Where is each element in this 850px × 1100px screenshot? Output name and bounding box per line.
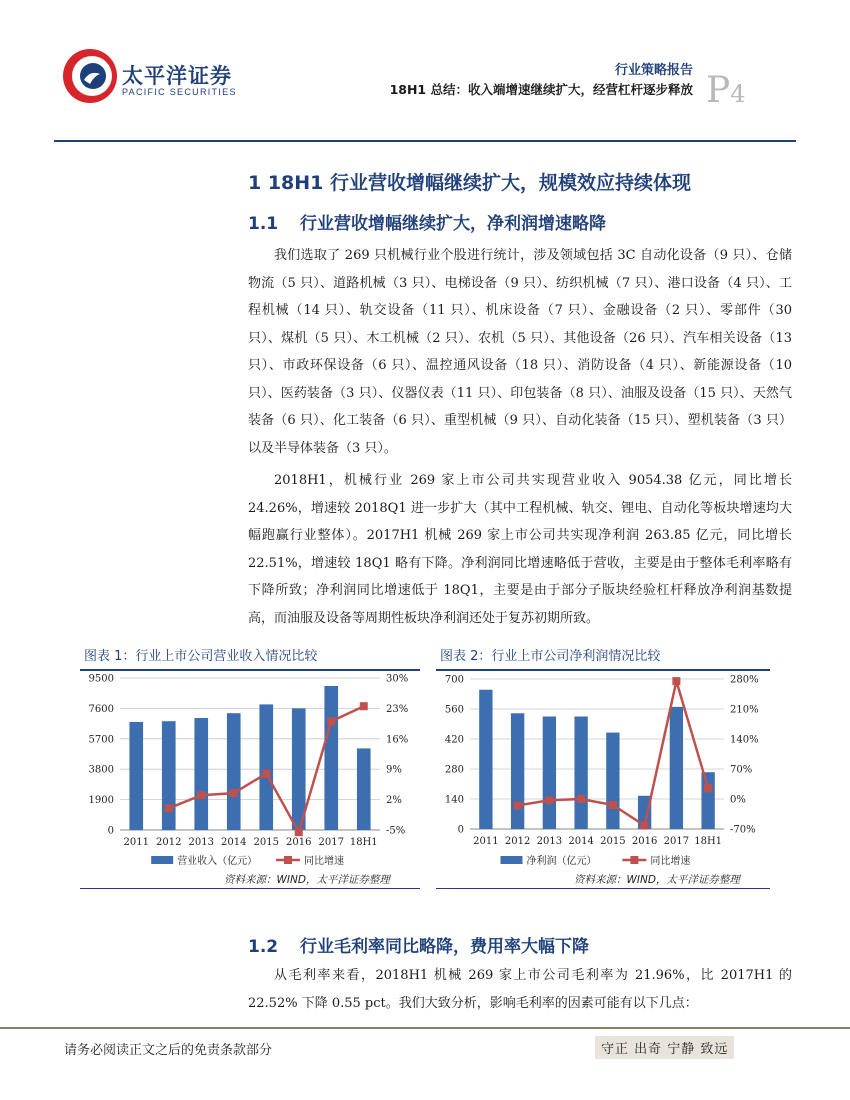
- chart-source: 资料来源：WIND，太平洋证券整理: [574, 874, 740, 886]
- brand-name-en: PACIFIC SECURITIES: [122, 87, 237, 97]
- bar: [129, 722, 143, 830]
- y-tick-label-left: 0: [107, 825, 114, 837]
- bar: [574, 717, 587, 830]
- line-point: [295, 828, 303, 836]
- y-tick-label-right: 30%: [386, 674, 409, 685]
- y-tick-label-right: 140%: [730, 734, 759, 746]
- footer-motto: 守正 出奇 宁静 致远: [595, 1036, 734, 1059]
- line-point: [165, 804, 173, 812]
- source-divider: [436, 888, 770, 889]
- y-tick-label-left: 9500: [88, 674, 114, 685]
- legend-label: 同比增速: [304, 856, 344, 867]
- header-divider: [54, 140, 796, 142]
- y-tick-label-left: 420: [444, 734, 464, 746]
- line-point: [641, 822, 649, 830]
- line-point: [230, 789, 238, 797]
- bar: [670, 707, 683, 829]
- x-tick-label: 2011: [473, 836, 499, 847]
- y-tick-label-left: 700: [444, 674, 464, 686]
- line-point: [262, 770, 270, 778]
- chart-title-divider: [80, 669, 420, 671]
- y-tick-label-right: 70%: [730, 764, 753, 776]
- legend-label: 净利润（亿元）: [526, 856, 597, 867]
- legend-line-marker: [630, 856, 638, 864]
- y-tick-label-left: 3800: [88, 764, 114, 776]
- x-tick-label: 2011: [123, 837, 149, 848]
- chart-svg: [436, 674, 770, 874]
- bar: [479, 690, 492, 829]
- header-subtitle: 18H1 总结：收入端增速继续扩大，经营杠杆逐步释放: [389, 82, 693, 97]
- line-point: [514, 801, 522, 809]
- pacific-securities-logo-icon: [60, 46, 120, 106]
- legend-line-marker: [284, 856, 292, 864]
- x-tick-label: 2013: [188, 837, 214, 848]
- x-tick-label: 18H1: [349, 837, 378, 848]
- section-heading: 1 18H1 行业营收增幅继续扩大，规模效应持续体现: [248, 172, 692, 194]
- x-tick-label: 2016: [631, 836, 658, 847]
- x-tick-label: 2015: [600, 836, 626, 847]
- line-point: [360, 702, 368, 710]
- legend-label: 同比增速: [650, 856, 691, 867]
- chart-title: 图表 2：行业上市公司净利润情况比较: [440, 649, 661, 664]
- chart-source: 资料来源：WIND，太平洋证券整理: [224, 874, 390, 886]
- bar: [606, 733, 619, 829]
- line-point: [672, 677, 680, 685]
- legend-bar-swatch: [151, 856, 173, 864]
- line-point: [577, 795, 585, 803]
- line-point: [327, 717, 335, 725]
- x-tick-label: 2012: [504, 836, 531, 847]
- line-point: [545, 796, 553, 804]
- legend-label: 营业收入（亿元）: [177, 856, 258, 867]
- bar: [701, 772, 714, 829]
- chart-svg: [80, 674, 420, 874]
- bar: [324, 686, 338, 830]
- bar: [357, 748, 371, 830]
- bar: [162, 721, 176, 830]
- line-point: [704, 784, 712, 792]
- y-tick-label-left: 280: [444, 764, 464, 776]
- bar: [259, 704, 273, 830]
- y-tick-label-left: 5700: [88, 734, 114, 746]
- y-tick-label-left: 140: [444, 794, 464, 806]
- subsection-heading-1-2: 1.2 行业毛利率同比略降，费用率大幅下降: [248, 937, 589, 957]
- legend-bar-swatch: [500, 856, 522, 864]
- footer-disclaimer: 请务必阅读正文之后的免责条款部分: [64, 1043, 273, 1058]
- x-tick-label: 2017: [318, 837, 344, 848]
- line-point: [197, 791, 205, 799]
- y-tick-label-right: 0%: [730, 794, 746, 806]
- paragraph-gross-margin: 从毛利率来看，2018H1 机械 269 家上市公司毛利率为 21.96%，比 2017H1 的 22.52% 下降 0.55 pct。我们大致分析，影响毛利率的因素可能有以下几点：: [248, 968, 792, 1011]
- x-tick-label: 2014: [221, 837, 247, 848]
- y-tick-label-right: -5%: [386, 825, 406, 837]
- x-tick-label: 18H1: [694, 836, 723, 847]
- y-tick-label-left: 0: [457, 824, 464, 836]
- x-tick-label: 2013: [536, 836, 563, 847]
- footer-divider: [0, 1027, 850, 1029]
- y-tick-label-left: 1900: [88, 795, 114, 807]
- chart-title: 图表 1：行业上市公司营业收入情况比较: [84, 649, 318, 664]
- brand-name-cn: 太平洋证券: [122, 64, 232, 88]
- x-tick-label: 2017: [663, 836, 690, 847]
- source-divider: [80, 888, 420, 889]
- chart-title-divider: [436, 669, 770, 671]
- bar: [543, 717, 556, 830]
- chart-revenue: [80, 646, 420, 886]
- x-tick-label: 2016: [286, 837, 312, 848]
- bar: [194, 718, 208, 830]
- y-tick-label-right: 16%: [386, 734, 409, 746]
- x-tick-label: 2014: [568, 836, 594, 847]
- y-tick-label-right: 210%: [730, 704, 759, 716]
- line-point: [609, 801, 617, 809]
- bar: [227, 713, 241, 830]
- y-tick-label-left: 560: [444, 704, 464, 716]
- subsection-heading-1-1: 1.1 行业营收增幅继续扩大，净利润增速略降: [248, 214, 606, 234]
- x-tick-label: 2012: [156, 837, 182, 848]
- y-tick-label-right: -70%: [730, 824, 756, 836]
- chart-net-profit: [436, 646, 770, 886]
- y-tick-label-right: 2%: [386, 795, 402, 807]
- bar: [511, 713, 524, 829]
- y-tick-label-right: 23%: [386, 703, 409, 715]
- x-tick-label: 2015: [253, 837, 279, 848]
- y-tick-label-right: 9%: [386, 764, 402, 776]
- y-tick-label-right: 280%: [730, 674, 759, 686]
- report-type: 行业策略报告: [614, 63, 693, 78]
- paragraph-revenue-summary: 2018H1，机械行业 269 家上市公司共实现营业收入 9054.38 亿元，同比增长 24.26%，增速较 2018Q1 进一步扩大（其中工程机械、轨交、锂电、自动化等板块增速均大幅跑赢行业整体）。2017H1 机械 269 家上市公司共实现净利润 263.85 亿元，同比增长 22.51%，增速较 18Q1 略有下降。净利润同比增速略低于营收，主要是由于整体毛利率略有下降所致；净利润同比增速低于 18Q1，主要是由于部分子版块经验杠杆释放净利润基数提高，而油服及设备等周期性板块净利润还处于复苏初期所致。: [248, 473, 792, 626]
- page-number: P4: [706, 70, 746, 111]
- paragraph-stock-coverage: 我们选取了 269 只机械行业个股进行统计，涉及领域包括 3C 自动化设备（9 只）、仓储物流（5 只）、道路机械（3 只）、电梯设备（9 只）、纺织机械（7 只）、港口设备（4 只）、工程机械（14 只）、轨交设备（11 只）、机床设备（7 只）、金融设备（2 只）、零部件（30 只）、煤机（5 只）、木工机械（2 只）、农机（5 只）、其他设备（26 只）、汽车相关设备（13 只）、市政环保设备（6 只）、温控通风设备（18 只）、消防设备（4 只）、新能源设备（10 只）、医药装备（3 只）、仪器仪表（11 只）、印包装备（8 只）、油服及设备（15 只）、天然气装备（6 只）、化工装备（6 只）、重型机械（9 只）、自动化装备（15 只）、塑机装备（3 只）以及半导体装备（3 只）。: [248, 248, 792, 456]
- y-tick-label-left: 7600: [88, 703, 114, 715]
